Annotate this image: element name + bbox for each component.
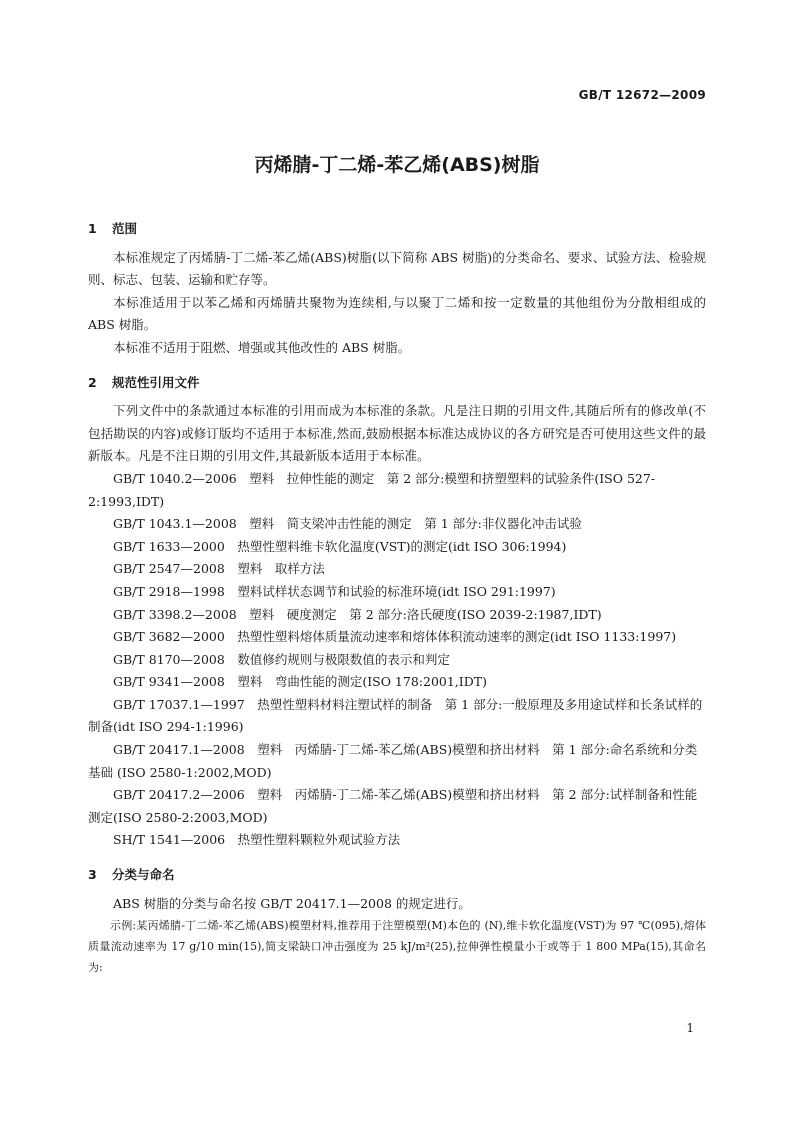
reference-item: GB/T 3398.2—2008 塑料 硬度测定 第 2 部分:洛氏硬度(ISO 2039-2:1987,IDT) <box>113 606 602 622</box>
paragraph: 下列文件中的条款通过本标准的引用而成为本标准的条款。凡是注日期的引用文件,其随后所有的修改单(不包括勘误的内容)或修订版均不适用于本标准,然而,鼓励根据本标准达成协议的各方研究是否可使用这些文件的最新版本。凡是不注日期的引用文件,其最新版本适用于本标准。 <box>88 403 706 464</box>
paragraph: 本标准不适用于阻燃、增强或其他改性的 ABS 树脂。 <box>113 339 411 355</box>
section-number: 3 <box>88 867 97 883</box>
section-number: 2 <box>88 374 97 390</box>
section-title: 范围 <box>112 221 138 236</box>
reference-item: GB/T 20417.1—2008 塑料 丙烯腈-丁二烯-苯乙烯(ABS)模塑和挤出材料 第 1 部分:命名系统和分类基础 (ISO 2580-1:2002,MOD) <box>88 742 698 780</box>
section-3-heading <box>88 864 706 887</box>
reference-item: SH/T 1541—2006 热塑性塑料颗粒外观试验方法 <box>113 832 401 848</box>
reference-item: GB/T 9341—2008 塑料 弯曲性能的测定(ISO 178:2001,IDT) <box>113 674 487 690</box>
section-number: 1 <box>88 221 97 236</box>
reference-item: GB/T 3682—2000 热塑性塑料熔体质量流动速率和熔体体积流动速率的测定(idt ISO 1133:1997) <box>113 629 677 645</box>
reference-item: GB/T 20417.2—2006 塑料 丙烯腈-丁二烯-苯乙烯(ABS)模塑和挤出材料 第 2 部分:试样制备和性能测定(ISO 2580-2:2003,MOD) <box>88 787 698 825</box>
section-1-heading <box>88 218 706 241</box>
reference-item: GB/T 8170—2008 数值修约规则与极限数值的表示和判定 <box>113 651 450 667</box>
reference-item: GB/T 1043.1—2008 塑料 简支梁冲击性能的测定 第 1 部分:非仪器化冲击试验 <box>113 516 582 532</box>
reference-item: GB/T 1040.2—2006 塑料 拉伸性能的测定 第 2 部分:模塑和挤塑塑料的试验条件(ISO 527-2:1993,IDT) <box>88 470 656 509</box>
standard-code: GB/T 12672—2009 <box>578 88 706 102</box>
reference-item: GB/T 2918—1998 塑料试样状态调节和试验的标准环境(idt ISO 291:1997) <box>113 583 556 599</box>
example-note: 示例:某丙烯腈-丁二烯-苯乙烯(ABS)模塑材料,推荐用于注塑模塑(M)本色的 (N),维卡软化温度(VST)为 97 ℃(095),熔体质量流动速率为 17 g/10 min(15),简支梁缺口冲击强度为 25 kJ/m²(25),拉伸弹性模量小于或等于 1 800 MPa(15),其命名为: <box>88 919 706 975</box>
section-title: 规范性引用文件 <box>112 374 200 390</box>
section-title: 分类与命名 <box>112 867 175 883</box>
document-body <box>88 214 706 978</box>
reference-item: GB/T 17037.1—1997 热塑性塑料材料注塑试样的制备 第 1 部分:一般原理及多用途试样和长条试样的制备(idt ISO 294-1:1996) <box>88 696 703 735</box>
paragraph: 本标准适用于以苯乙烯和丙烯腈共聚物为连续相,与以聚丁二烯和按一定数量的其他组份为分散相组成的 ABS 树脂。 <box>88 294 706 333</box>
section-2-heading <box>88 372 706 395</box>
reference-item: GB/T 2547—2008 塑料 取样方法 <box>113 561 325 577</box>
paragraph: ABS 树脂的分类与命名按 GB/T 20417.1—2008 的规定进行。 <box>113 895 471 911</box>
paragraph: 本标准规定了丙烯腈-丁二烯-苯乙烯(ABS)树脂(以下简称 ABS 树脂)的分类命名、要求、试验方法、检验规则、标志、包装、运输和贮存等。 <box>88 249 706 288</box>
document-title: 丙烯腈-丁二烯-苯乙烯(ABS)树脂 <box>254 154 540 176</box>
reference-item: GB/T 1633—2000 热塑性塑料维卡软化温度(VST)的测定(idt ISO 306:1994) <box>113 538 567 554</box>
page-number: 1 <box>686 1021 694 1035</box>
